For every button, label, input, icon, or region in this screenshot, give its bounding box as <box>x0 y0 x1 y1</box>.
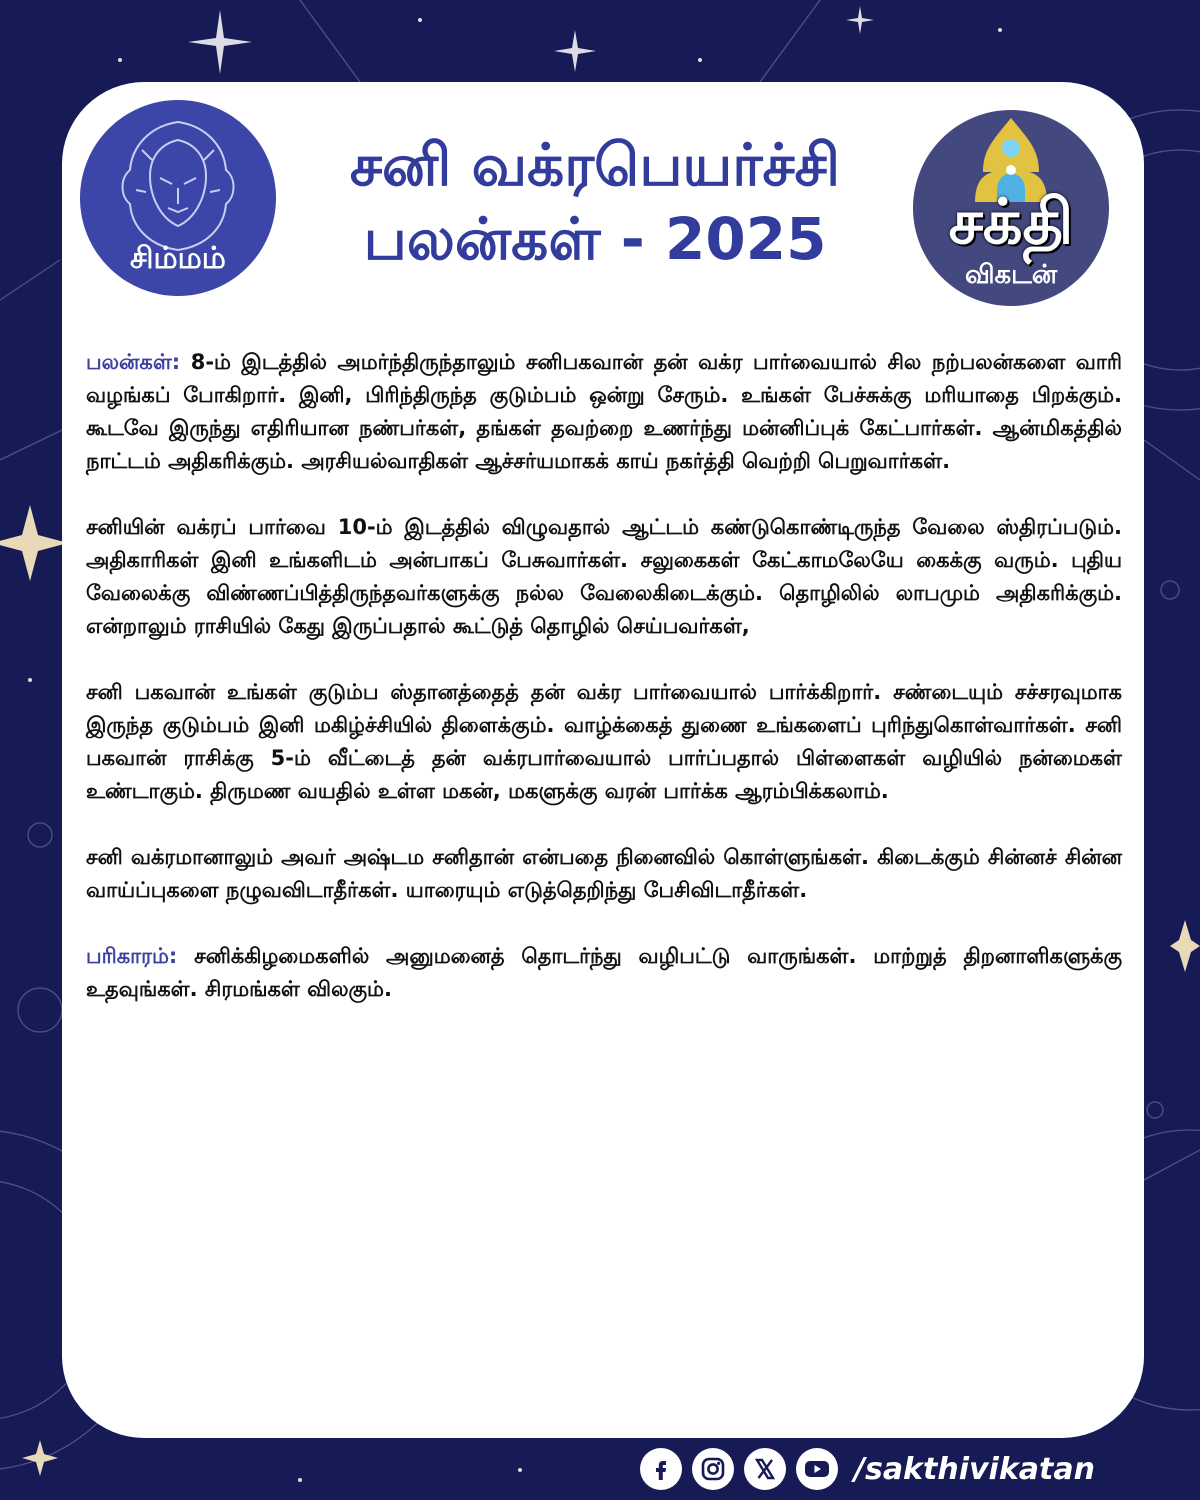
page-title <box>280 128 910 276</box>
paragraph-remedy <box>86 940 1122 1006</box>
simmam-sign-badge <box>80 100 276 296</box>
brand-subtitle: விகடன் <box>964 260 1058 290</box>
paragraph-text: சனி பகவான் உங்கள் குடும்ப ஸ்தானத்தைத் தன் வக்ர பார்வையால் பார்க்கிறார். சண்டையும் சச்சரவுமாக இருந்த குடும்பம் இனி மகிழ்ச்சியில் திளைக்கும். வாழ்க்கைத் துணை உங்களைப் புரிந்துகொள்வார்கள். சனி பகவான் ராசிக்கு 5-ம் வீட்டைத் தன் வக்ரபார்வையால் பார்ப்பதால் பிள்ளைகள் வழியில் நன்மைகள் உண்டாகும். திருமண வயதில் உள்ள மகன், மகளுக்கு வரன் பார்க்க ஆரம்பிக்கலாம். <box>86 680 1122 803</box>
social-handle[interactable]: /sakthivikatan <box>854 1451 1095 1487</box>
paragraph-text: சனி வக்ரமானாலும் அவர் அஷ்டம சனிதான் என்பதை நினைவில் கொள்ளுங்கள். கிடைக்கும் சின்னச் சின்ன வாய்ப்புகளை நழுவவிடாதீர்கள். யாரையும் எடுத்தெறிந்து பேசிவிடாதீர்கள். <box>86 845 1122 902</box>
paragraph-text: சனிக்கிழமைகளில் அனுமனைத் தொடர்ந்து வழிபட்டு வாருங்கள். மாற்றுத் திறனாளிகளுக்கு உதவுங்கள். சிரமங்கள் விலகும். <box>86 944 1123 1001</box>
paragraph-text: 8-ம் இடத்தில் அமர்ந்திருந்தாலும் சனிபகவான் தன் வக்ர பார்வையால் சில நற்பலன்களை வாரி வழங்கப் போகிறார். இனி, பிரிந்திருந்த குடும்பம் ஒன்று சேரும். உங்கள் பேச்சுக்கு மரியாதை பிறக்கும். கூடவே இருந்து எதிரியான நண்பர்கள், தங்கள் தவற்றை உணர்ந்து மன்னிப்புக் கேட்பார்கள். ஆன்மிகத்தில் நாட்டம் அதிகரிக்கும். அரசியல்வாதிகள் ஆச்சர்யமாகக் காய் நகர்த்தி வெற்றி பெறுவார்கள். <box>86 350 1122 473</box>
paragraph-label: பலன்கள்: <box>86 350 181 374</box>
paragraph-text: சனியின் வக்ரப் பார்வை 10-ம் இடத்தில் விழுவதால் ஆட்டம் கண்டுகொண்டிருந்த வேலை ஸ்திரப்படும். அதிகாரிகள் இனி உங்களிடம் அன்பாகப் பேசுவார்கள். சலுகைகள் கேட்காமலேயே கைக்கு வரும். புதிய வேலைக்கு விண்ணப்பித்திருந்தவர்களுக்கு நல்ல வேலைகிடைக்கும். தொழிலில் லாபமும் அதிகரிக்கும். என்றாலும் ராசியில் கேது இருப்பதால் கூட்டுத் தொழில் செய்பவர்கள், <box>86 515 1122 638</box>
sign-label: சிம்மம் <box>130 241 226 276</box>
paragraph-label: பரிகாரம்: <box>86 944 178 968</box>
instagram-icon[interactable] <box>692 1448 734 1490</box>
sakthi-vikatan-logo <box>913 110 1109 306</box>
youtube-icon[interactable] <box>796 1448 838 1490</box>
social-footer <box>640 1438 1095 1500</box>
title-line-2: பலன்கள் - 2025 <box>363 205 827 273</box>
title-line-1: சனி வக்ரபெயர்ச்சி <box>349 131 841 199</box>
paragraph-career <box>86 511 1122 643</box>
brand-name: சக்தி <box>948 185 1074 258</box>
paragraph-caution <box>86 841 1122 907</box>
paragraph-benefits <box>86 346 1122 478</box>
x-icon[interactable] <box>744 1448 786 1490</box>
paragraph-family <box>86 676 1122 808</box>
article-body <box>86 346 1122 1039</box>
facebook-icon[interactable] <box>640 1448 682 1490</box>
